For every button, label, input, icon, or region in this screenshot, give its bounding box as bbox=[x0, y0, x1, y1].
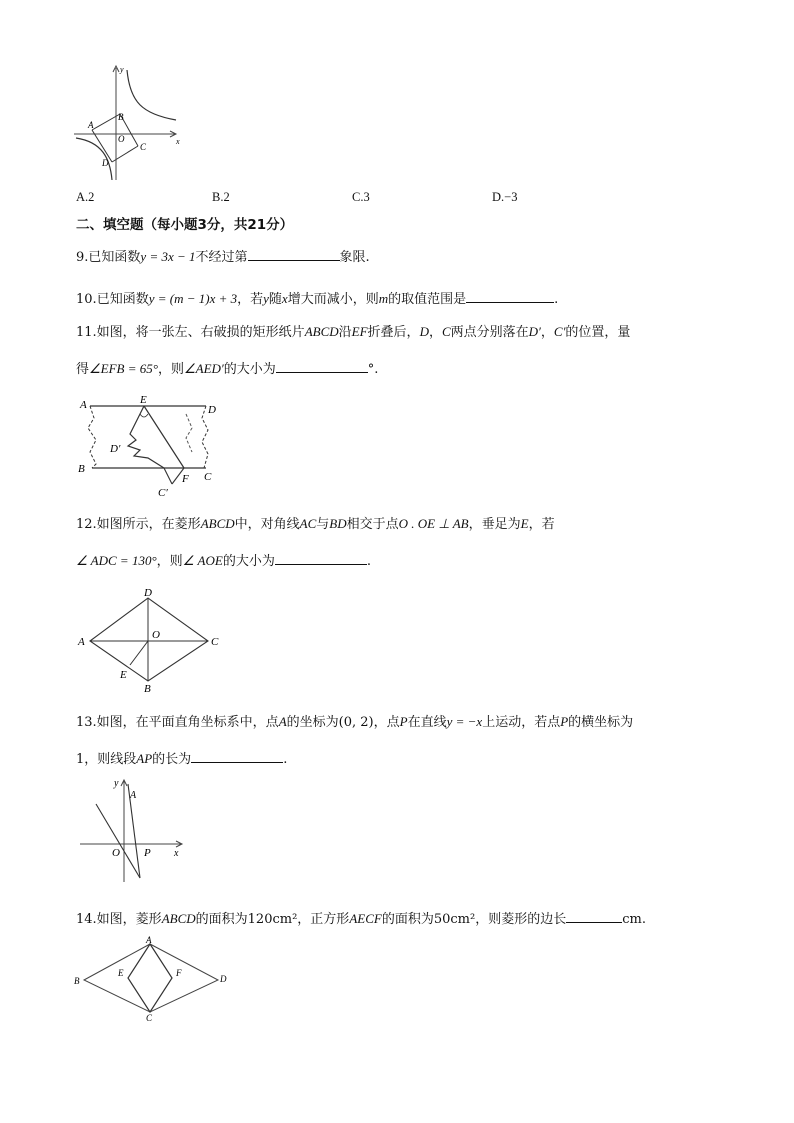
q11-text-e: ， bbox=[428, 325, 442, 340]
q11-point-dp: D′ bbox=[528, 324, 541, 339]
fig12-label-a: A bbox=[78, 636, 85, 648]
q14-rhombus-name: ABCD bbox=[161, 911, 196, 926]
q11-text-2c: 的大小为 bbox=[223, 362, 276, 377]
q13-text-d: 在直线 bbox=[407, 715, 447, 730]
q11-text-2a: 得 bbox=[76, 362, 90, 377]
q13-point-p: P bbox=[399, 714, 408, 729]
q9-number: 9. bbox=[76, 250, 89, 265]
q13-text-2c: . bbox=[283, 752, 288, 767]
fig11-label-b: B bbox=[78, 463, 85, 475]
question-9 bbox=[76, 246, 370, 267]
q9-text-b: 不经过第 bbox=[195, 250, 248, 265]
q12-text-a: 12.如图所示，在菱形 bbox=[76, 517, 201, 532]
q10-var-x: x bbox=[281, 291, 288, 306]
q11-text-g: ， bbox=[540, 325, 554, 340]
fig12-label-d: D bbox=[144, 587, 152, 599]
q12-bd: BD bbox=[329, 516, 347, 531]
fig13-y-axis-label: y bbox=[114, 778, 119, 789]
fig14-label-d: D bbox=[220, 974, 227, 984]
q11-text-b: 沿 bbox=[338, 325, 352, 340]
q8-option-d: D.−3 bbox=[492, 190, 518, 204]
fig8-label-b: B bbox=[118, 112, 124, 122]
fig11-label-e: E bbox=[140, 394, 147, 406]
q12-text-f: ，若 bbox=[528, 517, 555, 532]
q14-text-c: ，正方形 bbox=[297, 912, 350, 927]
q12-angle-aoe: ∠ AOE bbox=[182, 553, 223, 568]
fig14-label-c: C bbox=[146, 1013, 153, 1022]
fig8-x-axis-label: x bbox=[176, 137, 180, 146]
q11-text-2d: °. bbox=[367, 362, 379, 377]
q14-square-name: AECF bbox=[349, 911, 382, 926]
q10-var-y: y bbox=[263, 291, 269, 306]
q11-text-f: 两点分别落在 bbox=[450, 325, 529, 340]
q8-option-a: A.2 bbox=[76, 190, 95, 204]
q13-text-2b: 的长为 bbox=[152, 752, 192, 767]
question-13-line-1 bbox=[76, 713, 633, 732]
fig11-label-cprime: C′ bbox=[158, 487, 168, 499]
fig13-x-axis-label: x bbox=[174, 848, 179, 859]
q12-text-c: 与 bbox=[316, 517, 330, 532]
q11-point-cp: C′ bbox=[553, 324, 566, 339]
q12-oe-ab: O . OE ⊥ AB bbox=[398, 516, 469, 531]
q13-answer-blank[interactable] bbox=[191, 748, 283, 763]
q13-coord: (0, 2) bbox=[338, 715, 374, 730]
fig14-label-a: A bbox=[146, 936, 152, 945]
question-13-line-2 bbox=[76, 748, 287, 769]
q10-var-m: m bbox=[378, 291, 389, 306]
question-11-line-2 bbox=[76, 358, 378, 379]
q11-text-c: 折叠后， bbox=[367, 325, 420, 340]
fig11-label-c: C bbox=[204, 471, 212, 483]
q13-text-f: 的横坐标为 bbox=[568, 715, 634, 730]
q10-text-b: ，若 bbox=[237, 292, 264, 307]
q11-angle-aed: ∠AED′ bbox=[183, 361, 224, 376]
q13-text-c: ，点 bbox=[373, 715, 400, 730]
fig12-label-c: C bbox=[211, 636, 219, 648]
q12-text-b: 中，对角线 bbox=[234, 517, 300, 532]
q14-text-f: . bbox=[641, 912, 646, 927]
q10-text-f: . bbox=[554, 292, 559, 307]
question-12-line-2 bbox=[76, 550, 371, 571]
q9-text-c: 象限. bbox=[339, 250, 370, 265]
q14-unit: cm bbox=[622, 912, 642, 927]
q8-option-b: B.2 bbox=[212, 190, 230, 204]
q10-answer-blank[interactable] bbox=[466, 288, 554, 303]
figure-q11-folded-rectangle bbox=[74, 394, 234, 502]
q11-text-2b: ，则 bbox=[157, 362, 184, 377]
fig13-label-a: A bbox=[130, 790, 137, 801]
q13-equation: y = −x bbox=[446, 714, 483, 729]
fig8-y-axis-label: y bbox=[120, 65, 124, 74]
fig14-label-f: F bbox=[176, 968, 182, 978]
q14-answer-blank[interactable] bbox=[566, 908, 622, 923]
q10-formula: y = (m − 1)x + 3 bbox=[148, 291, 238, 306]
fig8-label-c: C bbox=[140, 142, 147, 152]
q13-text-a: 13.如图，在平面直角坐标系中，点 bbox=[76, 715, 279, 730]
q9-formula: y = 3x − 1 bbox=[140, 249, 196, 264]
q9-text-a: 已知函数 bbox=[88, 250, 141, 265]
fig8-label-o: O bbox=[118, 134, 125, 144]
figure-q12-rhombus bbox=[74, 586, 230, 694]
q14-area-square: 50cm² bbox=[433, 912, 476, 927]
q14-area-rhombus: 120cm² bbox=[247, 912, 298, 927]
fig12-label-e: E bbox=[120, 669, 127, 681]
q13-text-2a: 1，则线段 bbox=[76, 752, 137, 767]
q10-text-c: 随 bbox=[268, 292, 282, 307]
figure-q8-hyperbola bbox=[72, 62, 192, 182]
q14-text-b: 的面积为 bbox=[195, 912, 248, 927]
q12-text-2a: ，则 bbox=[156, 554, 183, 569]
q11-rect-name: ABCD bbox=[304, 324, 339, 339]
section-heading: 二、填空题（每小题3分，共21分） bbox=[76, 217, 294, 233]
q11-text: 11.如图，将一张左、右破损的矩形纸片 bbox=[76, 325, 305, 340]
q14-text-d: 的面积为 bbox=[381, 912, 434, 927]
q11-angle-efb: ∠EFB = 65° bbox=[89, 361, 158, 376]
fig12-label-b: B bbox=[144, 683, 151, 694]
q11-point-c: C bbox=[441, 324, 451, 339]
q12-answer-blank[interactable] bbox=[275, 550, 367, 565]
fig13-label-o: O bbox=[112, 847, 120, 859]
question-12-line-1 bbox=[76, 515, 555, 534]
figure-q13-coordinate-plane bbox=[74, 774, 194, 886]
q14-text-a: 14.如图，菱形 bbox=[76, 912, 162, 927]
q13-point-a: A bbox=[278, 714, 287, 729]
fig14-label-b: B bbox=[74, 976, 80, 986]
fig13-label-p: P bbox=[144, 847, 151, 859]
fig11-label-d: D bbox=[208, 404, 216, 416]
fig12-label-o: O bbox=[152, 629, 160, 641]
fig14-label-e: E bbox=[118, 968, 124, 978]
q12-rhombus-name: ABCD bbox=[200, 516, 235, 531]
q12-text-d: 相交于点 bbox=[346, 517, 399, 532]
q10-number: 10. bbox=[76, 292, 97, 307]
q11-answer-blank[interactable] bbox=[276, 358, 368, 373]
q10-text-d: 增大而减小，则 bbox=[287, 292, 379, 307]
q13-text-e: 上运动，若点 bbox=[482, 715, 561, 730]
fig11-label-a: A bbox=[80, 399, 87, 411]
q13-point-p-2: P bbox=[560, 714, 569, 729]
q10-text-e: 的取值范围是 bbox=[388, 292, 467, 307]
q8-option-c: C.3 bbox=[352, 190, 370, 204]
question-14 bbox=[76, 908, 646, 929]
q12-text-2c: . bbox=[366, 554, 371, 569]
fig8-label-a: A bbox=[88, 120, 94, 130]
fig8-label-d: D bbox=[102, 158, 109, 168]
fig11-label-dprime: D′ bbox=[110, 443, 121, 455]
question-10 bbox=[76, 288, 558, 309]
q11-ef: EF bbox=[351, 324, 368, 339]
q12-text-e: ，垂足为 bbox=[468, 517, 521, 532]
q10-text-a: 已知函数 bbox=[96, 292, 149, 307]
fig11-label-f: F bbox=[182, 473, 189, 485]
q9-answer-blank[interactable] bbox=[248, 246, 340, 261]
q11-text-h: 的位置，量 bbox=[565, 325, 631, 340]
figure-q14-rhombus-square bbox=[72, 936, 232, 1022]
q13-segment-ap: AP bbox=[136, 751, 153, 766]
q13-text-b: 的坐标为 bbox=[286, 715, 339, 730]
q11-point-d: D bbox=[419, 324, 429, 339]
q12-point-e: E bbox=[520, 516, 529, 531]
question-11-line-1 bbox=[76, 323, 630, 342]
q14-text-e: ，则菱形的边长 bbox=[475, 912, 567, 927]
q12-angle-adc: ∠ ADC = 130° bbox=[76, 553, 157, 568]
q12-text-2b: 的大小为 bbox=[222, 554, 275, 569]
q12-ac: AC bbox=[299, 516, 317, 531]
